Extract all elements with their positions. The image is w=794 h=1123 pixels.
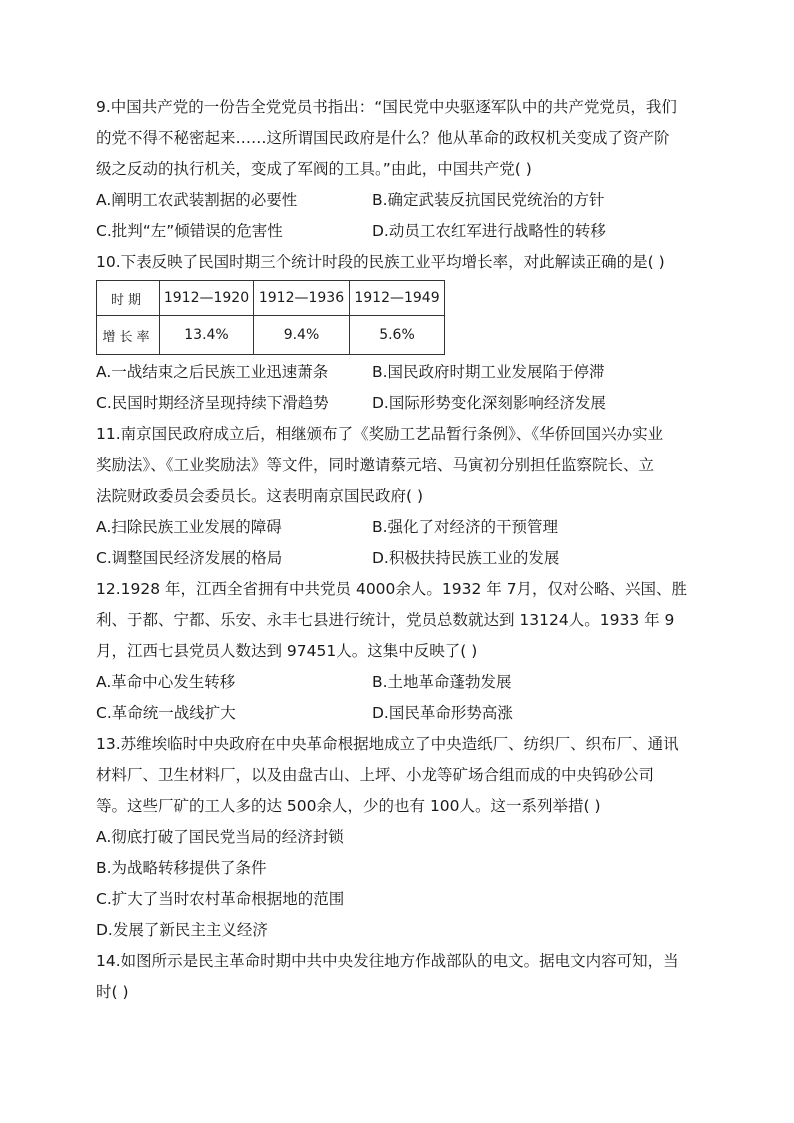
table-cell: 5.6%	[350, 316, 445, 355]
question-text: 材料厂、卫生材料厂，以及由盘古山、上坪、小龙等矿场合组而成的中央钨砂公司	[96, 766, 655, 784]
option-a[interactable]: A.扫除民族工业发展的障碍	[96, 518, 282, 536]
option-a[interactable]: A.一战结束之后民族工业迅速萧条	[96, 363, 329, 381]
question-text: 利、于都、宁都、乐安、永丰七县进行统计，党员总数就达到 13124人。1933 年 9	[96, 611, 675, 629]
table-cell: 9.4%	[254, 316, 350, 355]
option-row	[96, 667, 700, 698]
growth-rate-table	[96, 280, 445, 355]
option-b[interactable]: B.土地革命蓬勃发展	[372, 673, 512, 691]
question-text: 的党不得不秘密起来……这所谓国民政府是什么？他从革命的政权机关变成了资产阶	[96, 129, 670, 147]
option-b[interactable]: B.强化了对经济的干预管理	[372, 518, 559, 536]
table-cell: 时期	[97, 281, 160, 316]
option-row	[96, 698, 700, 729]
question-text: 奖励法》、《工业奖励法》等文件，同时邀请蔡元培、马寅初分别担任监察院长、立	[96, 456, 655, 474]
option-row	[96, 388, 700, 419]
question-text: 等。这些厂矿的工人多的达 500余人，少的也有 100人。这一系列举措( )	[96, 797, 601, 815]
table-cell: 1912—1949	[350, 281, 445, 316]
question-10	[96, 247, 700, 419]
question-text: 10.下表反映了民国时期三个统计时段的民族工业平均增长率，对此解读正确的是( )	[96, 253, 665, 271]
question-13	[96, 729, 700, 946]
question-text: 11.南京国民政府成立后，相继颁布了《奖励工艺品暂行条例》、《华侨回国兴办实业	[96, 425, 664, 443]
question-9	[96, 92, 700, 247]
option-row	[96, 512, 700, 543]
question-14	[96, 946, 700, 1008]
option-d[interactable]: D.国民革命形势高涨	[372, 704, 513, 722]
option-b[interactable]: B.国民政府时期工业发展陷于停滞	[372, 363, 605, 381]
option-row	[96, 216, 700, 247]
question-text: 14.如图所示是民主革命时期中共中央发往地方作战部队的电文。据电文内容可知，当	[96, 952, 679, 970]
table-cell: 增长率	[97, 316, 160, 355]
question-12	[96, 574, 700, 729]
option-a[interactable]: A.革命中心发生转移	[96, 673, 236, 691]
question-text: 13.苏维埃临时中央政府在中央革命根据地成立了中央造纸厂、纺织厂、织布厂、通讯	[96, 735, 679, 753]
question-text: 12.1928 年，江西全省拥有中共党员 4000余人。1932 年 7月，仅对公略、兴国、胜	[96, 580, 688, 598]
option-d[interactable]: D.国际形势变化深刻影响经济发展	[372, 394, 606, 412]
question-list	[96, 92, 700, 1008]
question-text: 9.中国共产党的一份告全党党员书指出：“国民党中央驱逐军队中的共产党党员，我们	[96, 98, 677, 116]
option-c[interactable]: C.调整国民经济发展的格局	[96, 549, 283, 567]
option-a[interactable]: A.彻底打破了国民党当局的经济封锁	[96, 828, 344, 846]
option-d[interactable]: D.积极扶持民族工业的发展	[372, 549, 560, 567]
table-cell: 13.4%	[160, 316, 254, 355]
option-b[interactable]: B.为战略转移提供了条件	[96, 859, 267, 877]
option-a[interactable]: A.阐明工农武装割据的必要性	[96, 191, 298, 209]
option-d[interactable]: D.发展了新民主主义经济	[96, 921, 268, 939]
option-c[interactable]: C.批判“左”倾错误的危害性	[96, 222, 283, 240]
option-c[interactable]: C.扩大了当时农村革命根据地的范围	[96, 890, 345, 908]
option-row	[96, 357, 700, 388]
option-c[interactable]: C.民国时期经济呈现持续下滑趋势	[96, 394, 329, 412]
option-d[interactable]: D.动员工农红军进行战略性的转移	[372, 222, 606, 240]
table-cell: 1912—1920	[160, 281, 254, 316]
option-row	[96, 543, 700, 574]
question-text: 时( )	[96, 983, 129, 1001]
question-text: 月，江西七县党员人数达到 97451人。这集中反映了( )	[96, 642, 478, 660]
option-row	[96, 185, 700, 216]
table-row	[97, 316, 445, 355]
question-text: 法院财政委员会委员长。这表明南京国民政府( )	[96, 487, 424, 505]
option-c[interactable]: C.革命统一战线扩大	[96, 704, 236, 722]
question-text: 级之反动的执行机关，变成了军阀的工具。”由此，中国共产党( )	[96, 160, 532, 178]
table-header-row	[97, 281, 445, 316]
table-cell: 1912—1936	[254, 281, 350, 316]
question-11	[96, 419, 700, 574]
option-b[interactable]: B.确定武装反抗国民党统治的方针	[372, 191, 605, 209]
